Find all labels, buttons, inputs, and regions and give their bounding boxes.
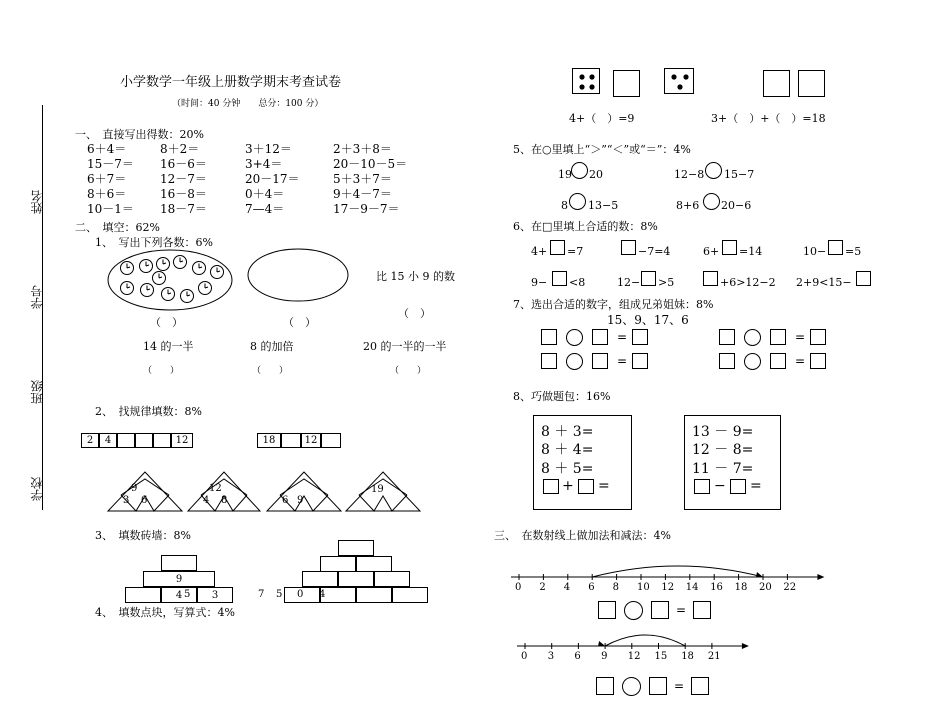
calc-item: 2＋3＋8＝ bbox=[333, 142, 392, 156]
q7-circle[interactable] bbox=[566, 329, 583, 346]
calc-item: 3＋12＝ bbox=[245, 142, 292, 156]
q4-title: 4、 填数点块，写算式：4% bbox=[95, 606, 235, 619]
numberline-1-label: 2 bbox=[539, 582, 546, 593]
numberline-1-arrowhead bbox=[817, 574, 824, 580]
numberline-1-label: 14 bbox=[685, 582, 699, 593]
numberline-2-arrowhead bbox=[742, 643, 749, 649]
q7-box[interactable] bbox=[810, 353, 826, 369]
calc-item: 18－7＝ bbox=[160, 202, 207, 216]
calc-item: 20－10－5＝ bbox=[333, 157, 408, 171]
triangle-inner bbox=[121, 479, 169, 495]
q6-r1-t0: 4+ bbox=[531, 245, 548, 258]
q5-a-right: 20 bbox=[589, 168, 603, 181]
q5-a-left: 19 bbox=[558, 168, 572, 181]
numberline-2-label: 18 bbox=[681, 651, 694, 662]
numberline-2-label: 6 bbox=[574, 651, 581, 662]
numberline-1-label: 16 bbox=[710, 582, 723, 593]
q8-b1-input-2[interactable] bbox=[578, 479, 594, 494]
triangle-number: 3 bbox=[123, 495, 130, 506]
calc-item: 10－1＝ bbox=[87, 202, 134, 216]
triangle-inner-lower bbox=[359, 495, 407, 511]
calc-item: 0＋4＝ bbox=[245, 187, 285, 201]
q2-title: 2、 找规律填数：8% bbox=[95, 405, 202, 418]
calc-item: 20－17＝ bbox=[245, 172, 300, 186]
q7-numbers: 15、9、17、6 bbox=[607, 313, 689, 327]
q6-box-7[interactable] bbox=[703, 271, 718, 286]
clock-icon bbox=[141, 284, 154, 297]
wall2-r3c[interactable] bbox=[356, 587, 392, 603]
q8-b2-eq: = bbox=[750, 478, 762, 494]
q1-paren-3: （ ） bbox=[398, 307, 431, 320]
section3-header: 三、 在数射线上做加法和减法：4% bbox=[494, 529, 671, 542]
section2-header: 二、 填空：62% bbox=[75, 221, 160, 234]
q5-circle-1[interactable] bbox=[571, 162, 588, 179]
numberline-1-label: 18 bbox=[734, 582, 748, 593]
calc-item: 6＋7＝ bbox=[87, 172, 127, 186]
wall2-r1a[interactable] bbox=[320, 556, 356, 572]
numberline-1-label: 22 bbox=[783, 582, 797, 593]
q6-box-2[interactable] bbox=[621, 240, 636, 255]
numberline-2-label: 9 bbox=[601, 651, 608, 662]
numberline-2-label: 0 bbox=[521, 651, 528, 662]
q1-paren-2: （ ） bbox=[283, 316, 316, 329]
q8-b2-input-1[interactable] bbox=[694, 479, 710, 494]
seq1-cell[interactable] bbox=[117, 433, 135, 448]
side-label-class: 班级 bbox=[30, 380, 44, 404]
wall2-v3: 4 bbox=[319, 589, 326, 600]
q7-circle[interactable] bbox=[744, 353, 761, 370]
q1-paren-1: （ ） bbox=[150, 316, 183, 329]
q8-b1-l1: 8 ＋ 3= bbox=[541, 424, 594, 440]
q6-r1-t4: =14 bbox=[739, 245, 763, 258]
counting-ellipse-2 bbox=[248, 249, 348, 301]
q8-b1-l2: 8 ＋ 4= bbox=[541, 442, 594, 458]
numberline-answer-box[interactable] bbox=[691, 677, 709, 695]
q8-title: 8、巧做题包：16% bbox=[513, 390, 611, 403]
numberline-1-label: 8 bbox=[612, 582, 619, 593]
clock-icon bbox=[121, 262, 134, 275]
wall2-r1b[interactable] bbox=[356, 556, 392, 572]
q1-label-right: 比 15 小 9 的数 bbox=[376, 270, 455, 283]
clock-icon bbox=[140, 260, 153, 273]
q6-r1-t1: =7 bbox=[567, 245, 584, 258]
q5-c-left: 8 bbox=[561, 199, 568, 212]
numberline-1-label: 20 bbox=[759, 582, 772, 593]
q5-d-left: 8+6 bbox=[676, 199, 700, 212]
clock-icon bbox=[121, 282, 134, 295]
q6-box-5[interactable] bbox=[552, 271, 567, 286]
q5-title: 5、在○里填上“＞”“＜”或“＝”：4% bbox=[513, 143, 691, 156]
q6-r1-t3: 6+ bbox=[703, 245, 720, 258]
calc-item: 16－8＝ bbox=[160, 187, 207, 201]
q6-box-8[interactable] bbox=[856, 271, 871, 286]
answer-box-dice-3[interactable] bbox=[798, 70, 825, 97]
q8-b1-l3: 8 ＋ 5= bbox=[541, 461, 594, 477]
calc-item: 17－9－7＝ bbox=[333, 202, 400, 216]
triangle-number: 12 bbox=[209, 483, 222, 494]
seq2-cell[interactable] bbox=[321, 433, 341, 448]
triangle-number: 9 bbox=[131, 483, 138, 494]
q6-r2-t4: +6>12−2 bbox=[720, 276, 776, 289]
wall1-b2-value: 3 bbox=[211, 590, 219, 601]
numberline-equals: = bbox=[674, 679, 685, 693]
q3-title: 3、 填数砖墙：8% bbox=[95, 529, 191, 542]
q1-prompt-1: 14 的一半 bbox=[143, 340, 194, 353]
q8-b2-l1: 13 － 9= bbox=[692, 424, 754, 440]
wall2-r3d[interactable] bbox=[392, 587, 428, 603]
q5-d-right: 20−6 bbox=[721, 199, 752, 212]
wall2-v2: 0 bbox=[297, 589, 304, 600]
side-label-school: 学校 bbox=[30, 477, 44, 501]
numberline-2-label: 15 bbox=[654, 651, 668, 662]
numberline-answer-box[interactable] bbox=[649, 677, 667, 695]
q8-b2-l3: 11 － 7= bbox=[692, 461, 754, 477]
clock-icon bbox=[193, 262, 206, 275]
wall1-b1b-value: 5 bbox=[184, 589, 191, 600]
q5-c-right: 13−5 bbox=[588, 199, 619, 212]
numberline-2-label: 12 bbox=[627, 651, 641, 662]
q6-r1-t6: =5 bbox=[845, 245, 862, 258]
q5-b-right: 15−7 bbox=[724, 168, 755, 181]
numberline-1-label: 10 bbox=[637, 582, 650, 593]
q8-b2-l2: 12 － 8= bbox=[692, 442, 754, 458]
q6-box-6[interactable] bbox=[641, 271, 656, 286]
numberline-answer-box[interactable] bbox=[693, 601, 711, 619]
wall2-r2b[interactable] bbox=[338, 571, 374, 587]
numberline-answer-box[interactable] bbox=[596, 677, 614, 695]
calc-item: 5＋3＋7＝ bbox=[333, 172, 392, 186]
seq2-cell[interactable]: 18 bbox=[257, 433, 281, 448]
numberline-2-label: 21 bbox=[707, 651, 721, 662]
section1-header: 一、 直接写出得数：20% bbox=[75, 128, 204, 141]
numberline-2-arc bbox=[605, 635, 685, 646]
triangle-number: 8 bbox=[221, 495, 228, 506]
q5-circle-2[interactable] bbox=[705, 162, 722, 179]
q7-equals: = bbox=[795, 354, 806, 368]
triangle-number: 9 bbox=[297, 495, 304, 506]
q1-prompt-2: 8 的加倍 bbox=[250, 340, 294, 353]
numberline-answer-box[interactable] bbox=[651, 601, 669, 619]
q7-equals: = bbox=[617, 354, 628, 368]
q5-circle-4[interactable] bbox=[703, 193, 720, 210]
numberline-2-label: 3 bbox=[547, 651, 555, 662]
q5-circle-3[interactable] bbox=[569, 193, 586, 210]
calc-item: 9＋4－7＝ bbox=[333, 187, 392, 201]
triangle-number: 19 bbox=[371, 484, 384, 495]
q1-prompt-3: 20 的一半的一半 bbox=[363, 340, 447, 353]
q7-box[interactable] bbox=[632, 329, 648, 345]
wall2-r2a[interactable] bbox=[302, 571, 338, 587]
seq2-cell[interactable] bbox=[281, 433, 301, 448]
clock-icon bbox=[174, 256, 187, 269]
q1-blank-3: （ ） bbox=[390, 366, 427, 376]
triangle-number: 6 bbox=[282, 495, 289, 506]
seq1-cell[interactable]: 4 bbox=[99, 433, 117, 448]
q7-box[interactable] bbox=[592, 329, 608, 345]
wall2-r2c[interactable] bbox=[374, 571, 410, 587]
numberline-1-arc-head bbox=[756, 572, 763, 577]
page-subtitle: （时间：40 分钟 总分：100 分） bbox=[172, 99, 324, 109]
numberline-answer-circle[interactable] bbox=[622, 677, 641, 696]
numberline-1-label: 6 bbox=[588, 582, 595, 593]
seq1-cell[interactable] bbox=[135, 433, 153, 448]
wall1-b1[interactable] bbox=[161, 587, 197, 603]
clock-icon bbox=[153, 272, 166, 285]
clock-icon bbox=[181, 290, 194, 303]
q1-blank-2: （ ） bbox=[252, 366, 289, 376]
clock-icon bbox=[157, 258, 170, 271]
side-label-id: 学号 bbox=[30, 285, 44, 309]
seq1-cell[interactable]: 2 bbox=[81, 433, 99, 448]
wall2-v1: 5 bbox=[276, 589, 283, 600]
numberline-answer-circle[interactable] bbox=[624, 601, 643, 620]
q6-r2-t3: >5 bbox=[658, 276, 675, 289]
q7-box[interactable] bbox=[632, 353, 648, 369]
seq1-cell[interactable] bbox=[153, 433, 171, 448]
calc-item: 3+4＝ bbox=[245, 157, 283, 171]
q7-box[interactable] bbox=[810, 329, 826, 345]
clock-icon bbox=[199, 282, 212, 295]
numberline-2-arc-head bbox=[598, 641, 605, 646]
side-label-name: 姓名 bbox=[30, 190, 44, 214]
q1-blank-1: （ ） bbox=[143, 366, 180, 376]
q7-box[interactable] bbox=[770, 353, 786, 369]
calc-item: 8＋2＝ bbox=[160, 142, 200, 156]
answer-box-dice-2[interactable] bbox=[763, 70, 790, 97]
wall1-mid-value: 9 bbox=[175, 574, 183, 585]
triangle-number: 6 bbox=[141, 495, 148, 506]
clock-icon bbox=[162, 288, 175, 301]
q7-box[interactable] bbox=[592, 353, 608, 369]
q7-circle[interactable] bbox=[744, 329, 761, 346]
q6-title: 6、在□里填上合适的数：8% bbox=[513, 220, 658, 233]
dice-four bbox=[572, 68, 600, 94]
numberline-equals: = bbox=[676, 603, 687, 617]
q7-box[interactable] bbox=[719, 353, 735, 369]
wall1-b0[interactable] bbox=[125, 587, 161, 603]
wall2-r0[interactable] bbox=[338, 540, 374, 556]
triangle-inner bbox=[201, 479, 247, 495]
wall2-r3b[interactable] bbox=[320, 587, 356, 603]
q6-r2-t5: 2+9<15− bbox=[796, 276, 852, 289]
q6-box-1[interactable] bbox=[550, 240, 565, 255]
answer-box-dice-1[interactable] bbox=[613, 70, 640, 97]
q6-r1-t5: 10− bbox=[803, 245, 827, 258]
number-triangle bbox=[267, 472, 341, 511]
numberline-answer-box[interactable] bbox=[598, 601, 616, 619]
triangle-number: 4 bbox=[203, 495, 210, 506]
wall1-b2[interactable] bbox=[197, 587, 233, 603]
wall1-top[interactable] bbox=[161, 555, 197, 571]
wall2-v0: 7 bbox=[258, 589, 265, 600]
q6-box-3[interactable] bbox=[722, 240, 737, 255]
q6-r1-t2: −7=4 bbox=[638, 245, 671, 258]
clock-icon bbox=[211, 266, 224, 279]
q7-equals: = bbox=[617, 330, 628, 344]
triangle-inner bbox=[280, 479, 328, 495]
dice-three bbox=[664, 68, 694, 94]
counting-ellipse-1 bbox=[108, 250, 232, 310]
q8-b1-input-1[interactable] bbox=[543, 479, 559, 494]
q8-b1-op: + bbox=[562, 478, 574, 494]
calc-item: 12－7＝ bbox=[160, 172, 207, 186]
page-title: 小学数学一年级上册数学期末考查试卷 bbox=[120, 75, 342, 90]
q6-r2-t2: 12− bbox=[617, 276, 641, 289]
numberline-1-arc bbox=[592, 566, 763, 577]
q7-circle[interactable] bbox=[566, 353, 583, 370]
q6-r2-t1: <8 bbox=[569, 276, 586, 289]
calc-item: 7—4＝ bbox=[245, 202, 285, 216]
q8-b1-eq: = bbox=[598, 478, 610, 494]
q6-r2-t0: 9− bbox=[531, 276, 548, 289]
q4-eq2: 3+（ ）+（ ）=18 bbox=[711, 112, 826, 125]
q6-box-4[interactable] bbox=[828, 240, 843, 255]
q7-equals: = bbox=[795, 330, 806, 344]
calc-item: 6＋4＝ bbox=[87, 142, 127, 156]
q7-box[interactable] bbox=[770, 329, 786, 345]
q8-b2-op: − bbox=[714, 478, 726, 494]
q5-b-left: 12−8 bbox=[674, 168, 705, 181]
q4-eq1: 4+（ ）=9 bbox=[569, 112, 635, 125]
q7-title: 7、选出合适的数字，组成兄弟姐妹：8% bbox=[513, 298, 714, 311]
calc-item: 8＋6＝ bbox=[87, 187, 127, 201]
q1-title: 1、 写出下列各数：6% bbox=[95, 236, 213, 249]
numberline-1-label: 12 bbox=[661, 582, 675, 593]
calc-item: 16－6＝ bbox=[160, 157, 207, 171]
calc-item: 15－7＝ bbox=[87, 157, 134, 171]
wall1-mid[interactable] bbox=[143, 571, 215, 587]
numberline-1-label: 0 bbox=[515, 582, 522, 593]
q7-box[interactable] bbox=[719, 329, 735, 345]
q7-box[interactable] bbox=[541, 353, 557, 369]
q8-b2-input-2[interactable] bbox=[730, 479, 746, 494]
seq2-cell[interactable]: 12 bbox=[301, 433, 321, 448]
seq1-cell[interactable]: 12 bbox=[171, 433, 193, 448]
q7-box[interactable] bbox=[541, 329, 557, 345]
numberline-1-label: 4 bbox=[563, 582, 571, 593]
wall1-b1-value: 4 bbox=[175, 590, 183, 601]
